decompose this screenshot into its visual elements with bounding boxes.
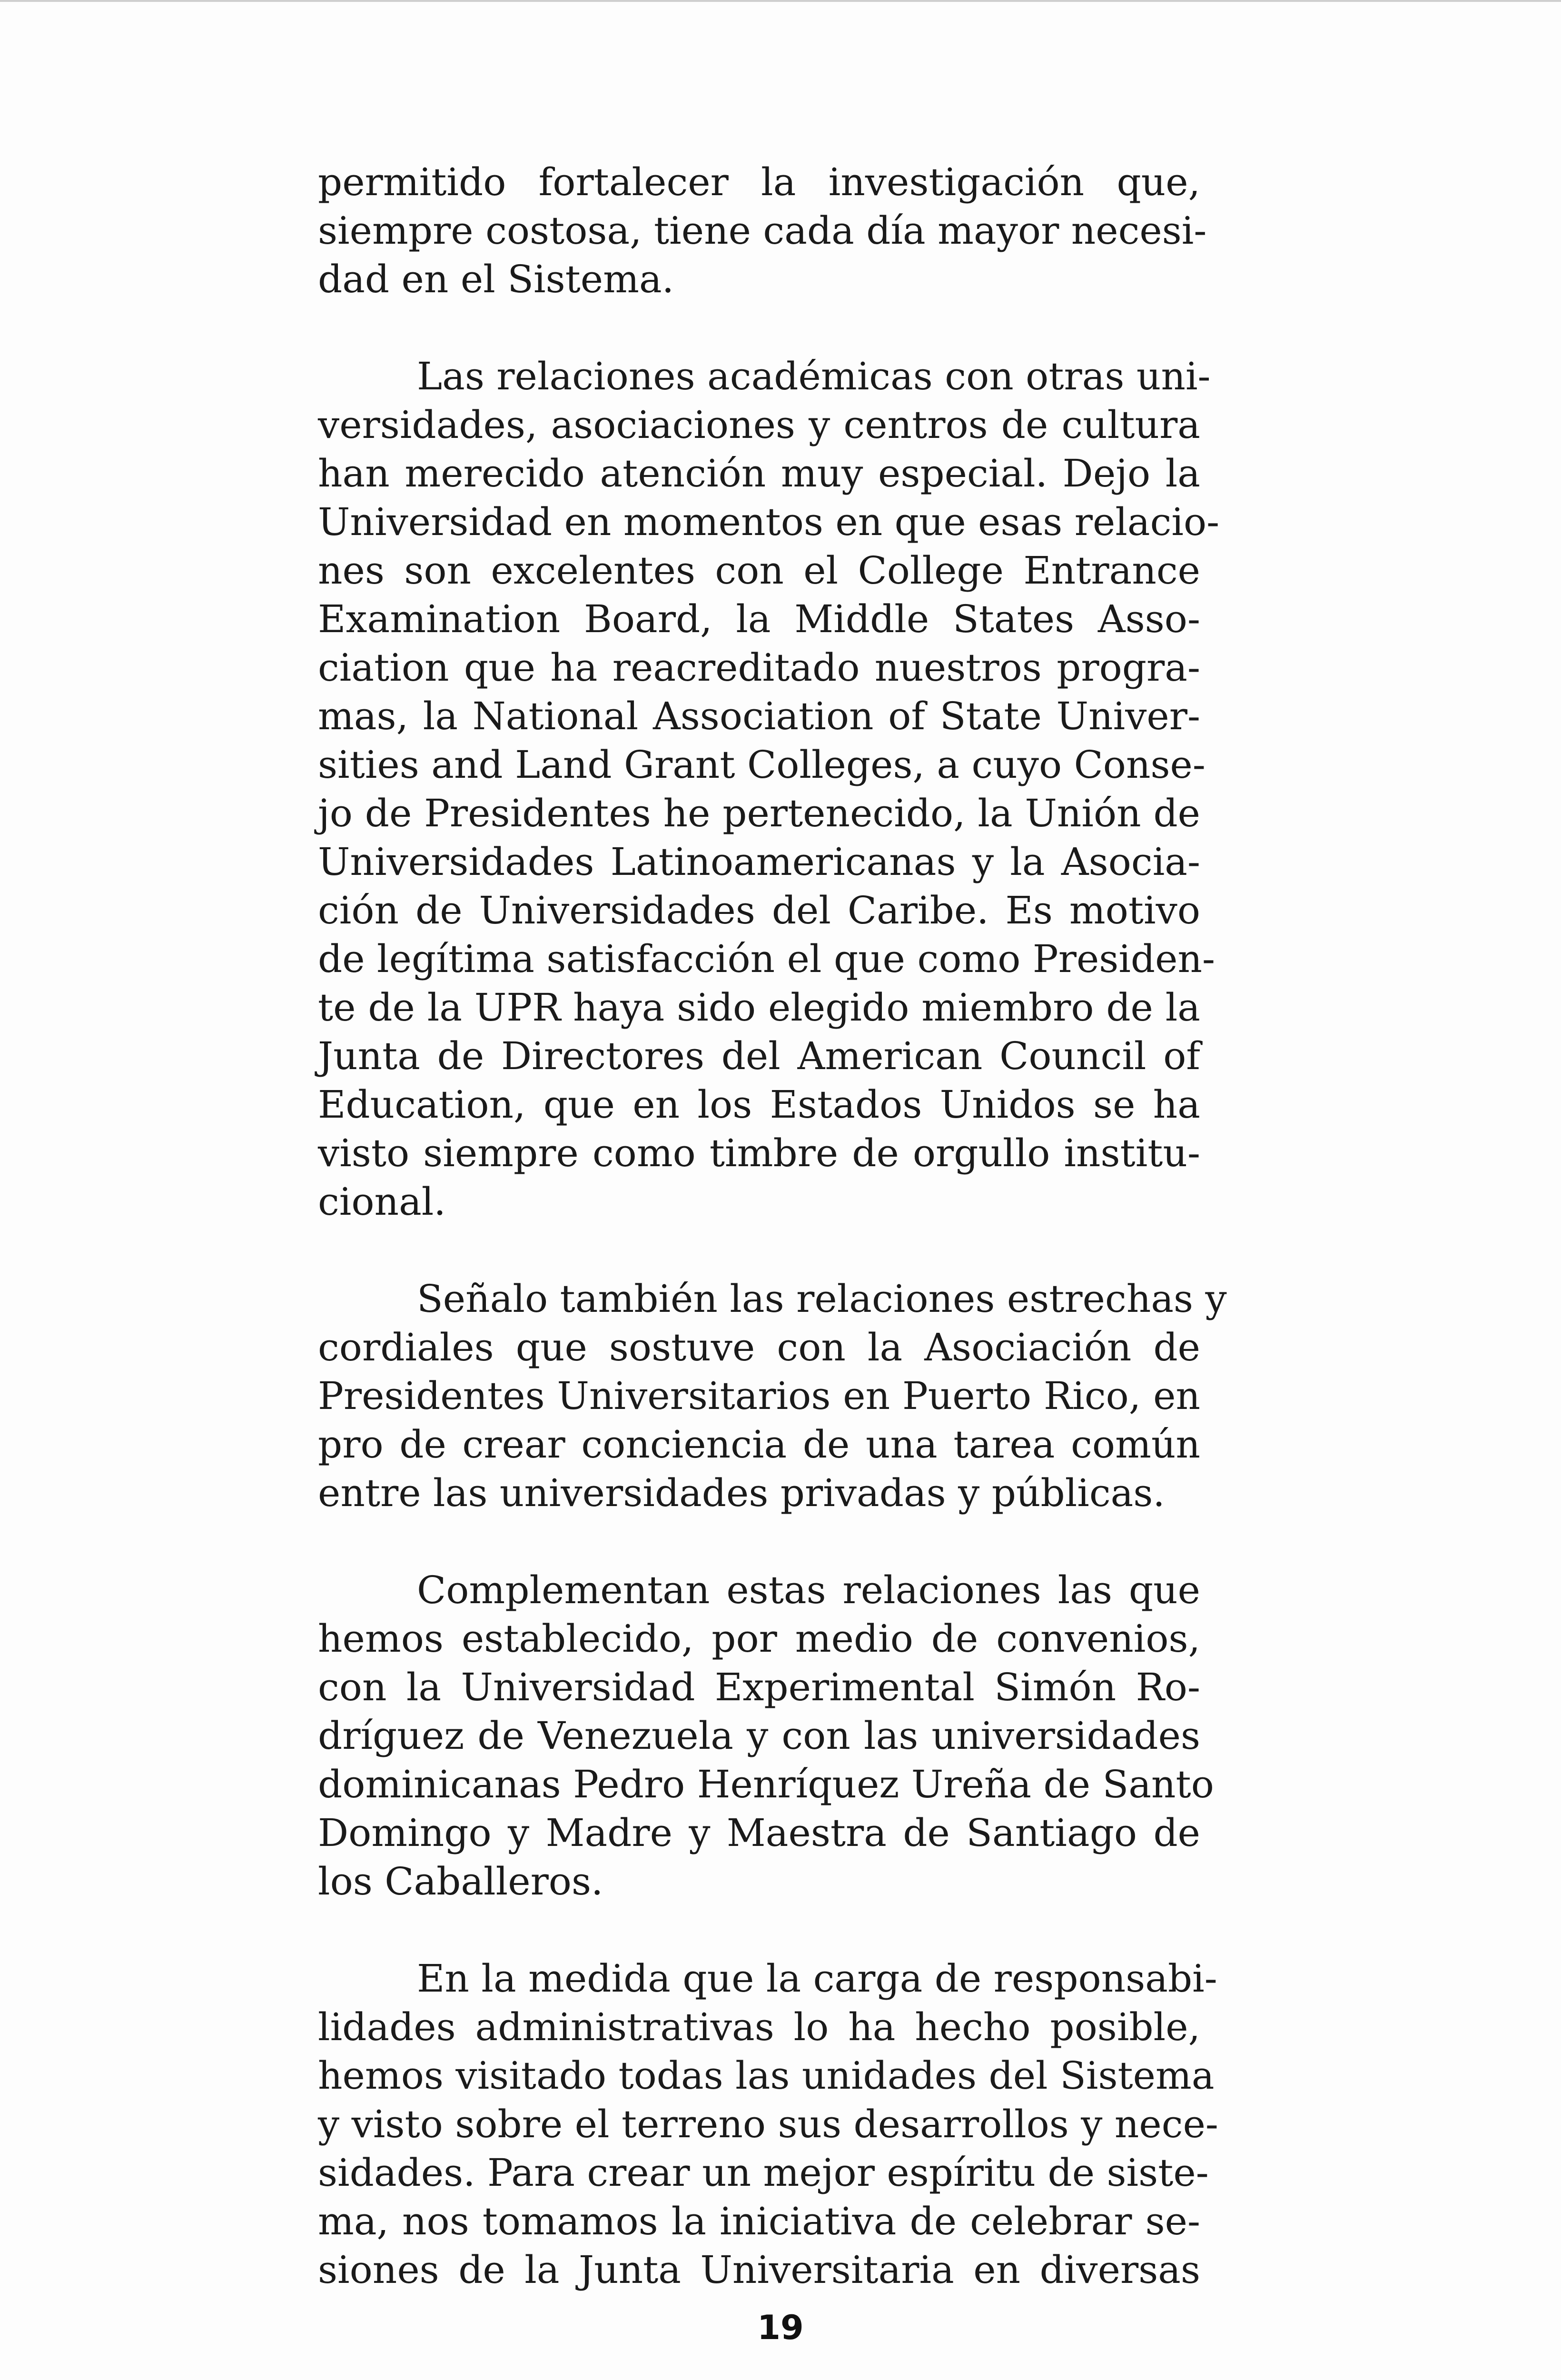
text-line: han merecido atención muy especial. Dejo la	[318, 451, 1200, 496]
text-line: ciation que ha reacreditado nuestros progra-	[318, 645, 1200, 690]
top-edge-rule	[0, 0, 1561, 2]
text-line: En la medida que la carga de responsabi-	[417, 1956, 1217, 2001]
text-line: cordiales que sostuve con la Asociación de	[318, 1325, 1200, 1369]
text-line: jo de Presidentes he pertenecido, la Unión de	[318, 791, 1200, 835]
text-line: Education, que en los Estados Unidos se ha	[318, 1082, 1200, 1127]
paragraph-4	[318, 1566, 1214, 1906]
text-line: Complementan estas relaciones las que	[417, 1568, 1200, 1612]
text-line: mas, la National Association of State Univer-	[318, 694, 1200, 738]
text-line: lidades administrativas lo ha hecho posible,	[318, 2005, 1200, 2049]
text-line: Señalo también las relaciones estrechas y	[417, 1277, 1227, 1321]
text-line: entre las universidades privadas y públicas.	[318, 1471, 1165, 1515]
text-line: sities and Land Grant Colleges, a cuyo Conse-	[318, 743, 1205, 787]
text-line: Universidad en momentos en que esas relacio-	[318, 500, 1220, 544]
paragraph-2	[318, 352, 1220, 1226]
text-line: Examination Board, la Middle States Asso-	[318, 597, 1200, 641]
text-line: ma, nos tomamos la iniciativa de celebrar se-	[318, 2199, 1200, 2243]
paragraph-1	[318, 158, 1207, 304]
text-line: ción de Universidades del Caribe. Es motivo	[318, 888, 1200, 932]
page-number: 19	[757, 2308, 804, 2347]
text-line: de legítima satisfacción el que como Presiden-	[318, 937, 1215, 981]
paragraph-3	[318, 1275, 1227, 1517]
text-line: Domingo y Madre y Maestra de Santiago de	[318, 1811, 1200, 1855]
text-line: hemos visitado todas las unidades del Sistema	[318, 2053, 1215, 2098]
text-line: Universidades Latinoamericanas y la Asocia-	[318, 840, 1200, 884]
text-line: permitido fortalecer la investigación que,	[318, 160, 1200, 204]
text-line: cional.	[318, 1180, 446, 1224]
text-line: siempre costosa, tiene cada día mayor necesi-	[318, 208, 1207, 253]
paragraph-5	[318, 1954, 1218, 2294]
text-line: sidades. Para crear un mejor espíritu de siste-	[318, 2151, 1209, 2195]
text-line: nes son excelentes con el College Entrance	[318, 548, 1200, 593]
text-line: siones de la Junta Universitaria en diversas	[318, 2248, 1200, 2292]
text-line: dominicanas Pedro Henríquez Ureña de Santo	[318, 1762, 1214, 1806]
text-line: versidades, asociaciones y centros de cultura	[318, 403, 1200, 447]
text-line: pro de crear conciencia de una tarea común	[318, 1422, 1200, 1467]
text-line: Junta de Directores del American Council of	[318, 1034, 1200, 1078]
text-line: hemos establecido, por medio de convenios,	[318, 1616, 1200, 1661]
text-line: y visto sobre el terreno sus desarrollos y nece-	[318, 2102, 1218, 2146]
text-line: Las relaciones académicas con otras uni-	[417, 354, 1211, 398]
text-line: te de la UPR haya sido elegido miembro de la	[318, 985, 1200, 1030]
text-line: Presidentes Universitarios en Puerto Rico, en	[318, 1374, 1200, 1418]
text-line: los Caballeros.	[318, 1859, 603, 1904]
text-line: visto siempre como timbre de orgullo institu-	[318, 1131, 1200, 1175]
text-line: dríguez de Venezuela y con las universidades	[318, 1714, 1200, 1758]
text-line: con la Universidad Experimental Simón Ro-	[318, 1665, 1200, 1709]
text-line: dad en el Sistema.	[318, 257, 674, 301]
body-text	[318, 158, 1227, 2343]
